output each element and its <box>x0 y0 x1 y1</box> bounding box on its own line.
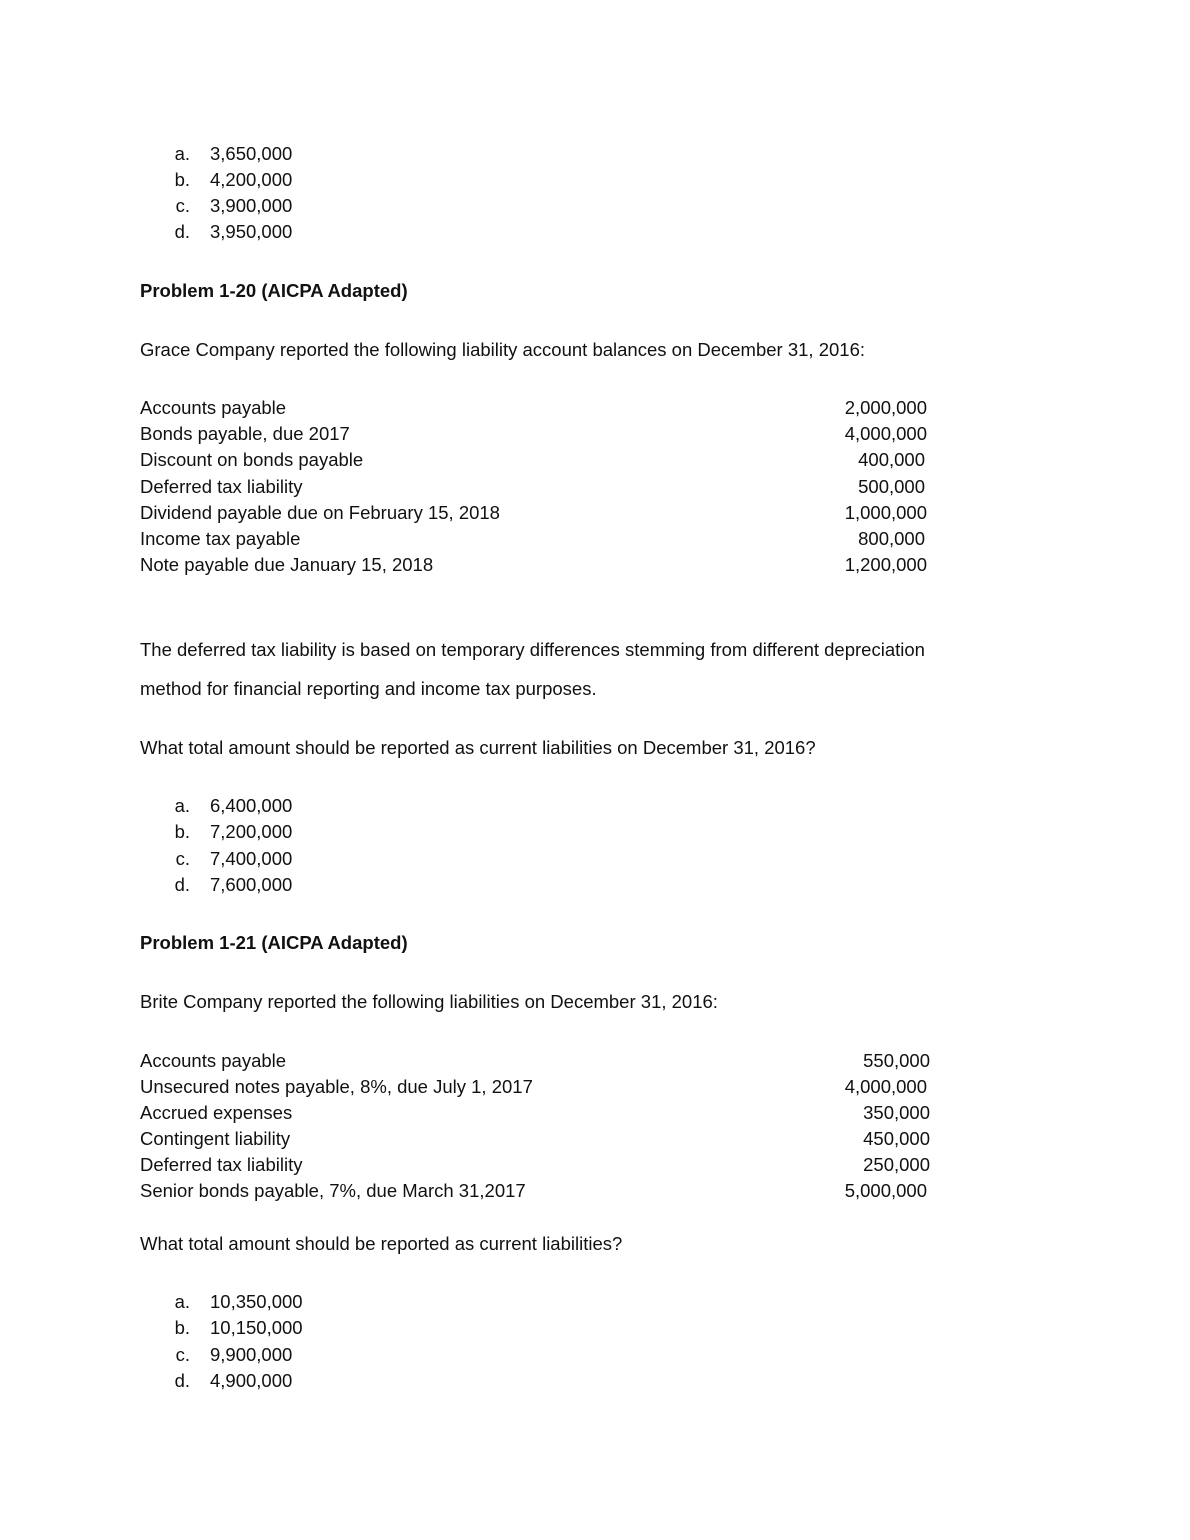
option-letter: c. <box>175 195 190 216</box>
problem-21-heading: Problem 1-21 (AICPA Adapted) <box>140 932 408 953</box>
liability-amount: 1,000,000 <box>844 502 927 523</box>
liability-amount: 2,000,000 <box>844 397 927 418</box>
liability-amount: 550,000 <box>863 1050 930 1071</box>
liability-label: Senior bonds payable, 7%, due March 31,2017 <box>140 1180 526 1201</box>
option-value: 10,150,000 <box>210 1317 303 1338</box>
liability-label: Accrued expenses <box>140 1102 293 1123</box>
liability-label: Note payable due January 15, 2018 <box>140 554 434 575</box>
liability-label: Discount on bonds payable <box>140 449 364 470</box>
option-value: 3,900,000 <box>210 195 293 216</box>
option-letter: c. <box>175 848 190 869</box>
option-letter: a. <box>174 1291 190 1312</box>
option-letter: a. <box>174 795 190 816</box>
option-letter: d. <box>174 221 190 242</box>
liability-label: Deferred tax liability <box>140 476 303 497</box>
liability-label: Bonds payable, due 2017 <box>140 423 350 444</box>
option-letter: a. <box>174 143 190 164</box>
option-value: 10,350,000 <box>210 1291 303 1312</box>
option-letter: b. <box>174 821 190 842</box>
liability-amount: 4,000,000 <box>844 423 927 444</box>
option-letter: b. <box>174 169 190 190</box>
liability-amount: 4,000,000 <box>844 1076 927 1097</box>
liability-label: Income tax payable <box>140 528 301 549</box>
liability-amount: 5,000,000 <box>844 1180 927 1201</box>
option-value: 6,400,000 <box>210 795 293 816</box>
problem-20-note: method for financial reporting and income tax purposes. <box>140 678 597 699</box>
option-value: 4,200,000 <box>210 169 293 190</box>
option-letter: d. <box>174 874 190 895</box>
liability-label: Deferred tax liability <box>140 1154 303 1175</box>
liability-amount: 500,000 <box>858 476 925 497</box>
liability-label: Contingent liability <box>140 1128 291 1149</box>
liability-label: Unsecured notes payable, 8%, due July 1, 2017 <box>140 1076 533 1097</box>
liability-amount: 800,000 <box>858 528 925 549</box>
option-value: 4,900,000 <box>210 1370 293 1391</box>
option-letter: c. <box>175 1344 190 1365</box>
problem-20-intro: Grace Company reported the following liability account balances on December 31, 2016: <box>140 339 865 360</box>
problem-20-question: What total amount should be reported as current liabilities on December 31, 2016? <box>140 737 816 758</box>
option-value: 7,400,000 <box>210 848 293 869</box>
option-value: 7,600,000 <box>210 874 293 895</box>
liability-label: Accounts payable <box>140 1050 287 1071</box>
option-letter: d. <box>174 1370 190 1391</box>
problem-21-intro: Brite Company reported the following liabilities on December 31, 2016: <box>140 991 718 1012</box>
liability-label: Dividend payable due on February 15, 2018 <box>140 502 500 523</box>
liability-amount: 450,000 <box>863 1128 930 1149</box>
liability-label: Accounts payable <box>140 397 287 418</box>
problem-20-heading: Problem 1-20 (AICPA Adapted) <box>140 280 408 301</box>
problem-21-question: What total amount should be reported as current liabilities? <box>140 1233 623 1254</box>
liability-amount: 350,000 <box>863 1102 930 1123</box>
liability-amount: 1,200,000 <box>844 554 927 575</box>
liability-amount: 250,000 <box>863 1154 930 1175</box>
option-value: 9,900,000 <box>210 1344 293 1365</box>
problem-20-note: The deferred tax liability is based on temporary differences stemming from different depreciation <box>140 639 925 660</box>
option-value: 3,650,000 <box>210 143 293 164</box>
liability-amount: 400,000 <box>858 449 925 470</box>
option-letter: b. <box>174 1317 190 1338</box>
option-value: 7,200,000 <box>210 821 293 842</box>
option-value: 3,950,000 <box>210 221 293 242</box>
